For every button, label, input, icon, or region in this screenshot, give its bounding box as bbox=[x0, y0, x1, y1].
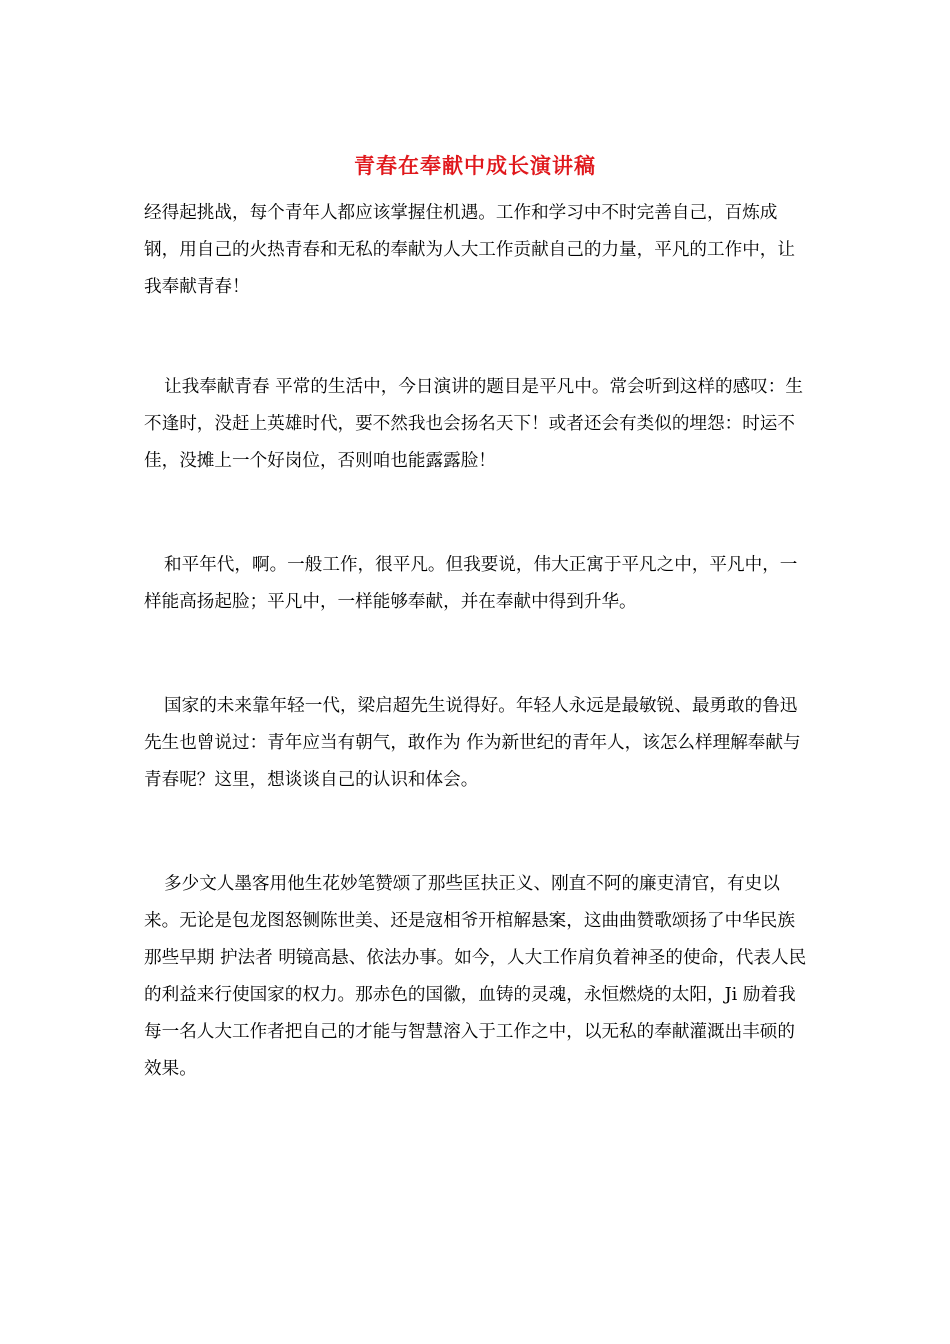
paragraph-2: 让我奉献青春 平常的生活中，今日演讲的题目是平凡中。常会听到这样的感叹：生不逢时，没赶上英雄时代，要不然我也会扬名天下！或者还会有类似的埋怨：时运不佳，没摊上一个好岗位，否则咱也能露露脸！ bbox=[144, 377, 803, 471]
paragraph-4: 国家的未来靠年轻一代，梁启超先生说得好。年轻人永远是最敏锐、最勇敢的鲁迅先生也曾说过：青年应当有朝气，敢作为 作为新世纪的青年人，该怎么样理解奉献与青春呢？这里，想谈谈自己的认识和体会。 bbox=[144, 696, 801, 790]
paragraph-3: 和平年代，啊。一般工作，很平凡。但我要说，伟大正寓于平凡之中，平凡中，一样能高扬起脸；平凡中，一样能够奉献，并在奉献中得到升华。 bbox=[144, 555, 798, 612]
paragraph-1: 经得起挑战，每个青年人都应该掌握住机遇。工作和学习中不时完善自己，百炼成钢，用自己的火热青春和无私的奉献为人大工作贡献自己的力量，平凡的工作中，让我奉献青春！ bbox=[144, 203, 795, 297]
paragraph-5: 多少文人墨客用他生花妙笔赞颂了那些匡扶正义、刚直不阿的廉吏清官，有史以来。无论是包龙图怒铡陈世美、还是寇相爷开棺解悬案，这曲曲赞歌颂扬了中华民族那些早期 护法者 明镜高悬、依法办事。如今，人大工作肩负着神圣的使命，代表人民的利益来行使国家的权力。那赤色的国徽，血铸的灵魂，永恒燃烧的太阳，Ji 励着我每一名人大工作者把自己的才能与智慧溶入于工作之中，以无私的奉献灌溉出丰硕的效果。 bbox=[144, 874, 807, 1079]
document-title: 青春在奉献中成长演讲稿 bbox=[354, 153, 596, 178]
